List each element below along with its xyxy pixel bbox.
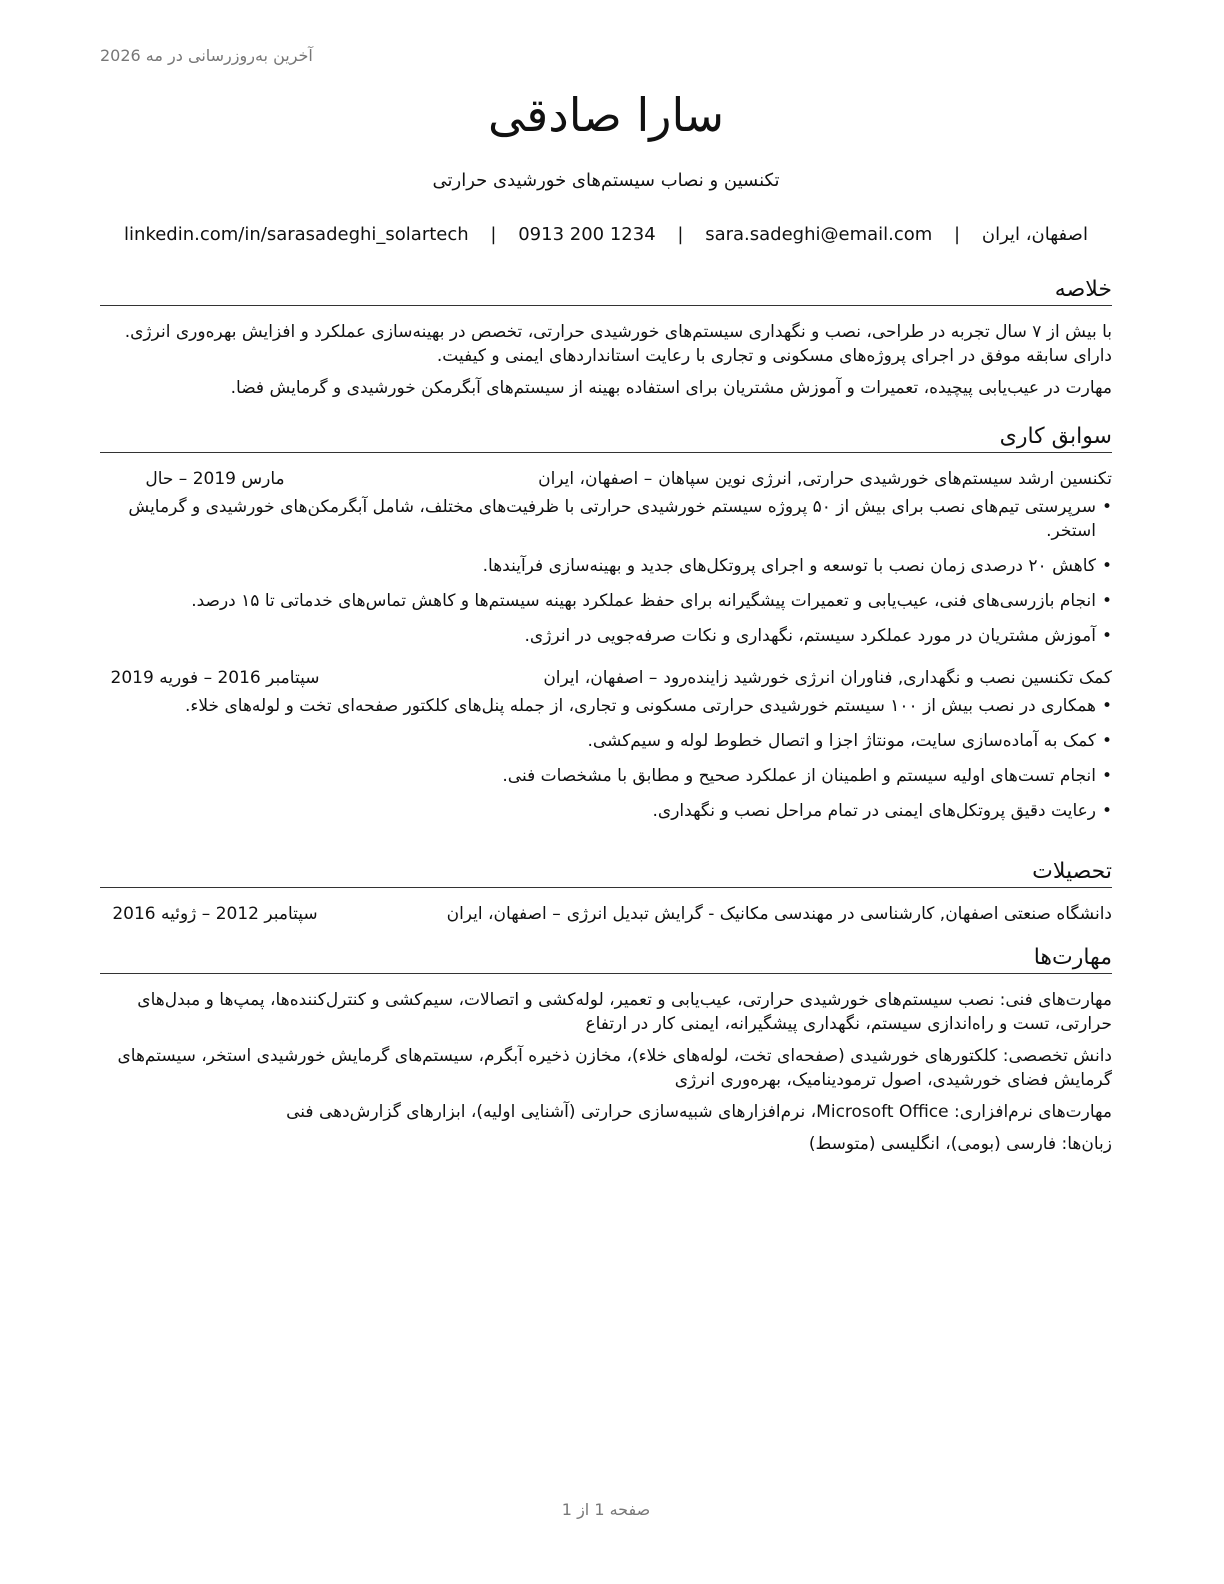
experience-section (100, 423, 1112, 834)
job-bullet: • سرپرستی تیم‌های نصب برای بیش از ۵۰ پروژه سیستم خورشیدی حرارتی با ظرفیت‌های مختلف، شامل آبگرمکن‌های خورشیدی و گرمایش استخر. (100, 495, 1112, 543)
education-dates: سپتامبر 2012 – ژوئیه 2016 (112, 904, 318, 924)
job-entry (100, 666, 1112, 823)
summary-paragraph: با بیش از ۷ سال تجربه در طراحی، نصب و نگهداری سیستم‌های خورشیدی حرارتی، تخصص در بهینه‌سازی عملکرد و افزایش بهره‌وری انرژی. دارای سابقه موفق در اجرای پروژه‌های مسکونی و تجاری با رعایت استانداردهای ایمنی و کیفیت. (124, 322, 1112, 366)
job-role: کمک تکنسین نصب و نگهداری, فناوران انرژی خورشید زاینده‌رود (663, 668, 1112, 688)
contact-separator: | (677, 224, 684, 245)
education-entry (100, 902, 1112, 926)
job-bullet: • کاهش ۲۰ درصدی زمان نصب با توسعه و اجرای پروتکل‌های جدید و بهینه‌سازی فرآیندها. (100, 554, 1112, 578)
summary-section (100, 276, 1112, 408)
skills-heading: مهارت‌ها (100, 944, 1112, 974)
job-location: – اصفهان، ایران (538, 469, 653, 489)
job-header (100, 666, 1112, 690)
resume-page (100, 0, 1112, 1584)
job-bullet: • انجام بازرسی‌های فنی، عیب‌یابی و تعمیرات پیشگیرانه برای حفظ عملکرد بهینه سیستم‌ها و کاهش تماس‌های خدماتی تا ۱۵ درصد. (100, 589, 1112, 613)
education-heading: تحصیلات (100, 858, 1112, 888)
contact-line (100, 224, 1112, 245)
skills-item: دانش تخصصی: کلکتورهای خورشیدی (صفحه‌ای تخت، لوله‌های خلاء)، مخازن ذخیره آبگرم، سیستم‌های گرمایش خورشیدی استخر، سیستم‌های گرمایش فضای خورشیدی، اصول ترمودینامیک، بهره‌وری انرژی (117, 1046, 1112, 1090)
page-number: صفحه 1 از 1 (561, 1500, 651, 1519)
experience-heading: سوابق کاری (100, 423, 1112, 453)
job-location: – اصفهان، ایران (543, 668, 658, 688)
job-role: تکنسین ارشد سیستم‌های خورشیدی حرارتی, انرژی نوین سپاهان (658, 469, 1112, 489)
skills-section (100, 944, 1112, 1164)
job-header (100, 467, 1112, 491)
job-dates: مارس 2019 – حال (145, 469, 285, 489)
contact-location: اصفهان، ایران (981, 224, 1088, 245)
contact-separator: | (954, 224, 961, 245)
job-bullets (100, 495, 1112, 648)
education-location: – اصفهان، ایران (446, 904, 561, 924)
last-updated: آخرین به‌روزرسانی در مه 2026 (100, 46, 313, 65)
job-bullet: • همکاری در نصب بیش از ۱۰۰ سیستم خورشیدی حرارتی مسکونی و تجاری، از جمله پنل‌های کلکتور صفحه‌ای تخت و لوله‌های خلاء. (100, 694, 1112, 718)
job-dates: سپتامبر 2016 – فوریه 2019 (110, 668, 320, 688)
job-bullets (100, 694, 1112, 823)
education-section (100, 858, 1112, 930)
summary-paragraph: مهارت در عیب‌یابی پیچیده، تعمیرات و آموزش مشتریان برای استفاده بهینه از سیستم‌های آبگرمکن خورشیدی و گرمایش فضا. (230, 378, 1112, 398)
skills-item: زبان‌ها: فارسی (بومی)، انگلیسی (متوسط) (808, 1134, 1112, 1154)
candidate-name: سارا صادقی (487, 88, 725, 142)
contact-separator: | (490, 224, 497, 245)
job-entry (100, 467, 1112, 648)
education-degree: دانشگاه صنعتی اصفهان, کارشناسی در مهندسی مکانیک - گرایش تبدیل انرژی (566, 904, 1112, 924)
skills-item: مهارت‌های فنی: نصب سیستم‌های خورشیدی حرارتی، عیب‌یابی و تعمیر، لوله‌کشی و اتصالات، سیم‌کشی و کنترل‌کننده‌ها، پمپ‌ها و مبدل‌های حرارتی، تست و راه‌اندازی سیستم، نگهداری پیشگیرانه، ایمنی کار در ارتفاع (137, 990, 1112, 1034)
contact-email[interactable]: sara.sadeghi@email.com (705, 224, 933, 245)
job-bullet: • کمک به آماده‌سازی سایت، مونتاژ اجزا و اتصال خطوط لوله و سیم‌کشی. (100, 729, 1112, 753)
contact-phone[interactable]: 0913 200 1234 (518, 224, 656, 245)
job-bullet: • رعایت دقیق پروتکل‌های ایمنی در تمام مراحل نصب و نگهداری. (100, 799, 1112, 823)
contact-linkedin[interactable]: linkedin.com/in/sarasadeghi_solartech (124, 224, 469, 245)
job-title: تکنسین و نصاب سیستم‌های خورشیدی حرارتی (432, 170, 780, 191)
skills-item: مهارت‌های نرم‌افزاری: Microsoft Office، نرم‌افزارهای شبیه‌سازی حرارتی (آشنایی اولیه)، ابزارهای گزارش‌دهی فنی (286, 1102, 1112, 1122)
job-bullet: • انجام تست‌های اولیه سیستم و اطمینان از عملکرد صحیح و مطابق با مشخصات فنی. (100, 764, 1112, 788)
summary-heading: خلاصه (100, 276, 1112, 306)
job-bullet: • آموزش مشتریان در مورد عملکرد سیستم، نگهداری و نکات صرفه‌جویی در انرژی. (100, 624, 1112, 648)
